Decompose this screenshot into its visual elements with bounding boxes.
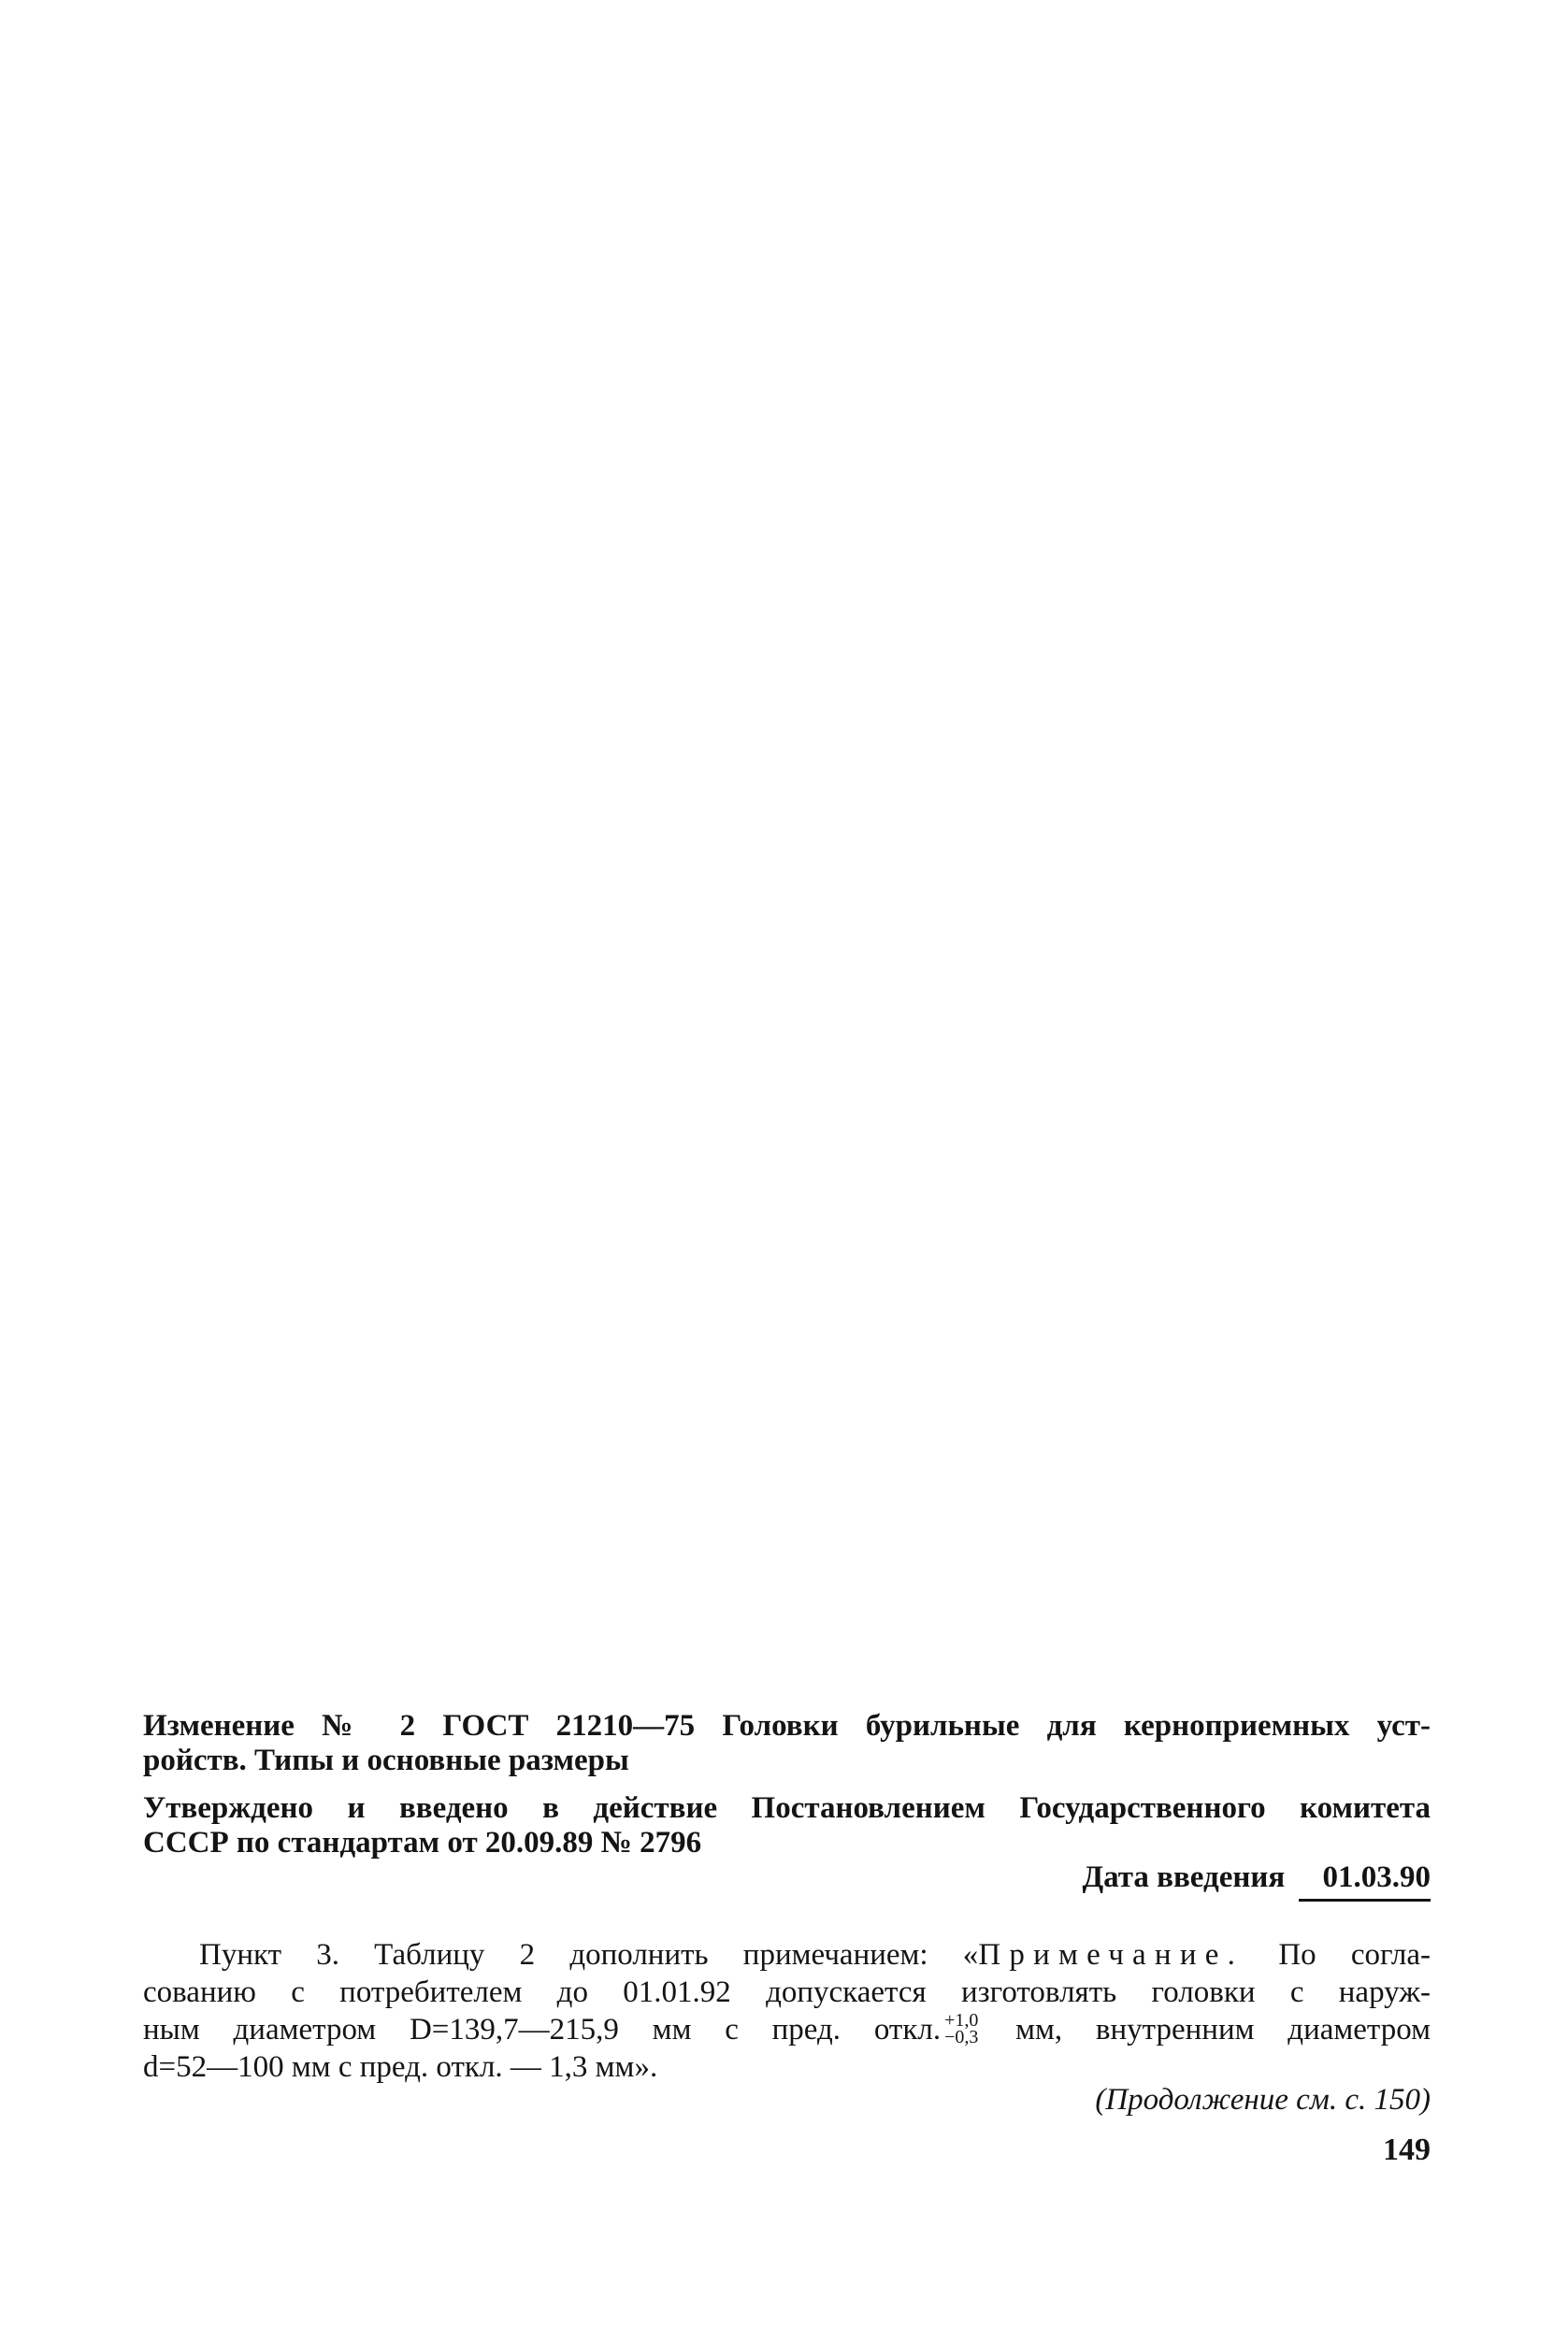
page-number: 149 xyxy=(1383,2133,1431,2167)
body-line-2: сованию с потребителем до 01.01.92 допускается изготовлять головки с наруж- xyxy=(143,1975,1431,2009)
effective-date xyxy=(143,1860,1431,1902)
effective-date-value: 01.03.90 xyxy=(1299,1860,1431,1902)
amendment-title-line-1: Изменение № 2 ГОСТ 21210—75 Головки бурильные для кернoприемных уст- xyxy=(143,1709,1431,1743)
body-line-4: d=52—100 мм с пред. откл. — 1,3 мм». xyxy=(143,2050,658,2085)
body-line-1-end: По согла- xyxy=(1244,1938,1431,1972)
tolerance-lower: −0,3 xyxy=(944,2027,979,2048)
amendment-body xyxy=(143,1936,1431,2086)
note-label: Примечание. xyxy=(978,1938,1244,1972)
tolerance-fraction xyxy=(944,2012,978,2046)
approval-line-2: СССР по стандартам от 20.09.89 № 2796 xyxy=(143,1826,702,1860)
body-line-1 xyxy=(143,1936,1431,1974)
body-line-1-start: Пункт 3. Таблицу 2 дополнить примечанием: « xyxy=(199,1938,979,1972)
continuation-note: (Продолжение см. с. 150) xyxy=(1095,2083,1431,2117)
amendment-title xyxy=(143,1709,1431,1778)
amendment-title-line-2: ройств. Типы и основные размеры xyxy=(143,1744,629,1777)
effective-date-label: Дата введения xyxy=(1082,1860,1286,1894)
approval-statement xyxy=(143,1791,1431,1860)
approval-line-1: Утверждено и введено в действие Постановлением Государственного комитета xyxy=(143,1791,1431,1825)
tolerance-upper: +1,0 xyxy=(944,2010,979,2032)
body-line-3-start: ным диаметром D=139,7—215,9 мм с пред. откл. xyxy=(143,2013,942,2047)
body-line-3 xyxy=(143,2011,1431,2048)
body-line-3-end: мм, внутренним диаметром xyxy=(982,2013,1431,2047)
